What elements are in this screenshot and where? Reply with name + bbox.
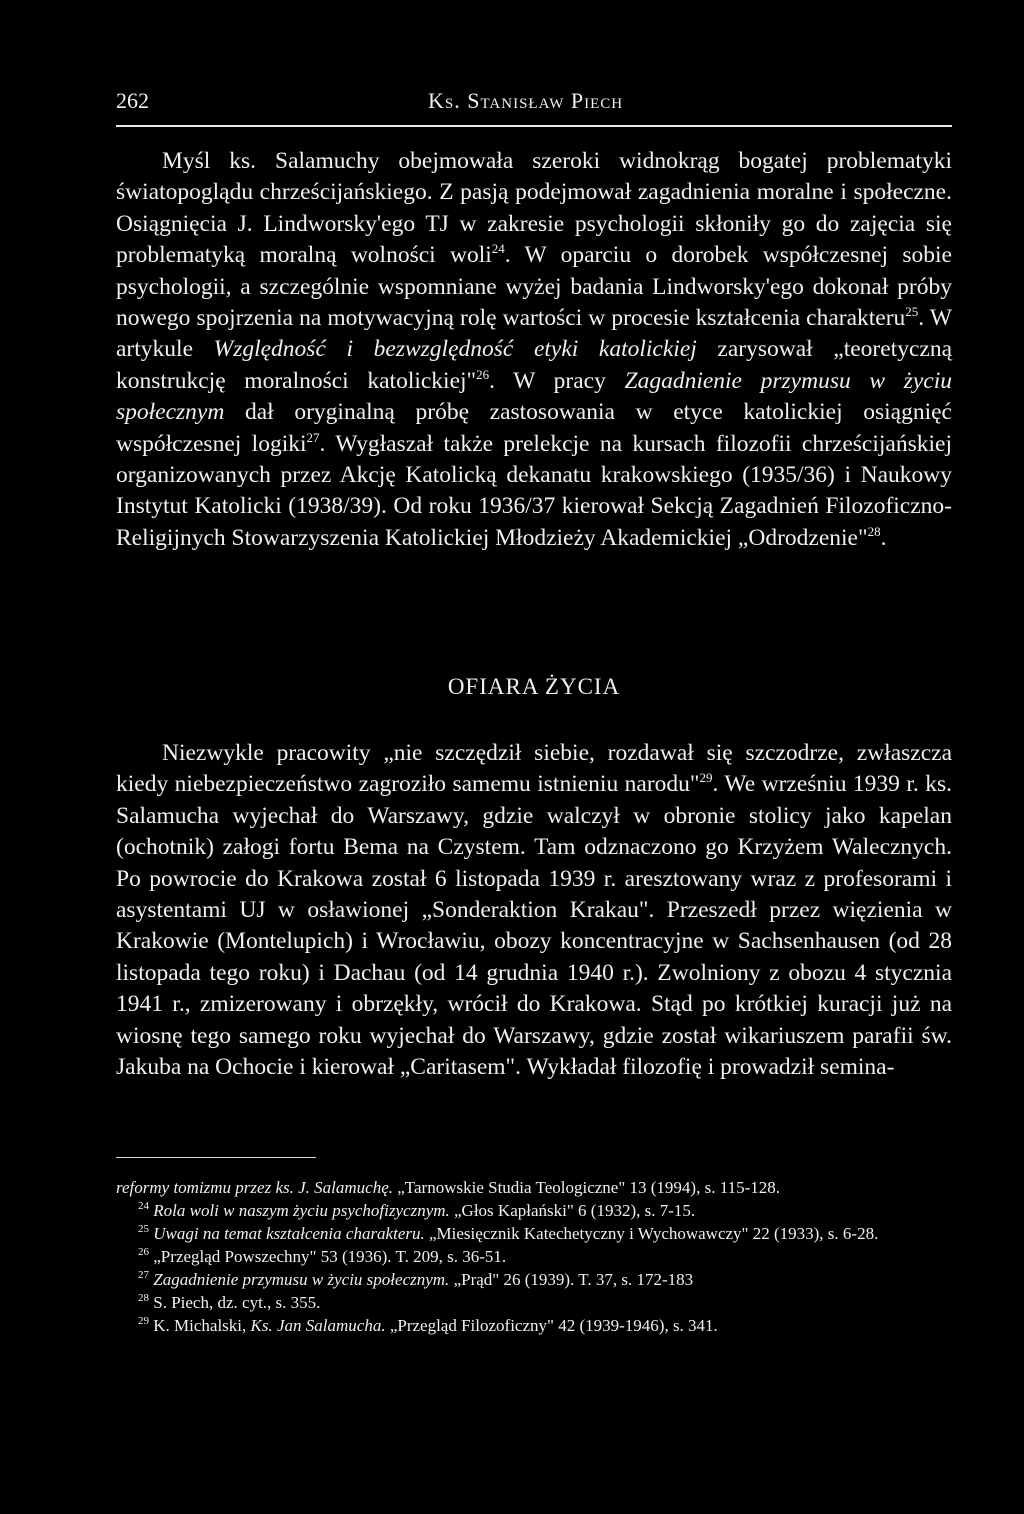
page-number: 262 xyxy=(116,88,149,113)
footnote-25 xyxy=(116,1222,952,1245)
footnote-text: „Tarnowskie Studia Teologiczne" 13 (1994), s. 115-128. xyxy=(393,1178,780,1197)
footnote-ref-28[interactable]: 28 xyxy=(867,523,881,539)
footnote-title: Uwagi na temat kształcenia charakteru. xyxy=(153,1224,425,1243)
footnote-continuation xyxy=(116,1176,952,1199)
footnote-ref-26[interactable]: 26 xyxy=(476,366,490,382)
footnote-28 xyxy=(116,1291,952,1314)
text-run: . W pracy xyxy=(489,367,625,394)
paragraph-sacrifice xyxy=(116,738,952,1083)
footnote-29 xyxy=(116,1314,952,1337)
text-run: dał oryginalną próbę zastosowania w etyce katolickiej osiągnięć współczesnej logiki xyxy=(116,399,952,457)
footnote-text: „Przegląd Filozoficzny" 42 (1939-1946), s. 341. xyxy=(385,1316,718,1335)
footnote-title: Rola woli w naszym życiu psychofizycznym. xyxy=(153,1201,450,1220)
work-title: Zagadnienie przymusu w życiu społecznym xyxy=(116,367,952,426)
footnote-number: 29 xyxy=(138,1315,149,1327)
footnote-number: 28 xyxy=(138,1292,149,1304)
text-run: zarysował „teoretyczną konstrukcję moralności katolickiej" xyxy=(116,336,952,394)
footnote-text: „Przegląd Powszechny" 53 (1936). T. 209, s. 36-51. xyxy=(153,1247,507,1266)
footnote-27 xyxy=(116,1268,952,1291)
footnote-text: „Miesięcznik Katechetyczny i Wychowawczy" 22 (1933), s. 6-28. xyxy=(424,1224,879,1243)
text-run: . W oparciu o dorobek współczesnej sobie psychologii, a szczególnie wspomniane wyżej badania Lindworsky'ego dokonał próby nowego spojrzenia na motywacyjną rolę wartości w procesie kształcenia charakteru xyxy=(116,242,952,332)
footnotes xyxy=(116,1176,952,1337)
footnote-text: „Prąd" 26 (1939). T. 37, s. 172-183 xyxy=(449,1270,694,1289)
footnote-number: 25 xyxy=(138,1223,149,1235)
footnote-ref-27[interactable]: 27 xyxy=(306,429,320,445)
paragraph-salamucha-thought xyxy=(116,146,952,554)
footnote-title: reformy tomizmu przez ks. J. Salamuchę. xyxy=(116,1178,393,1197)
body-text xyxy=(116,146,952,554)
section-text xyxy=(116,738,952,1083)
text-run: . W artykule xyxy=(116,305,952,363)
footnote-rule xyxy=(116,1157,316,1158)
footnote-title: Zagadnienie przymusu w życiu społecznym. xyxy=(153,1270,450,1289)
text-run: . Wygłaszał także prelekcje na kursach filozofii chrześcijańskiej organizowanych przez Akcję Katolicką dekanatu krakowskiego (1935/36) i Naukowy Instytut Katolicki (1938/39). Od roku 1936/37 kierował Sekcją Zagadnień Filozoficzno-Religijnych Stowarzyszenia Katolickiej Młodzieży Akademickiej „Odrodzenie" xyxy=(116,430,952,551)
footnote-24 xyxy=(116,1199,952,1222)
footnote-26 xyxy=(116,1245,952,1268)
footnote-number: 27 xyxy=(138,1269,149,1281)
text-run: . xyxy=(880,524,887,551)
footnote-title: Ks. Jan Salamucha. xyxy=(250,1316,386,1335)
footnote-number: 24 xyxy=(138,1200,149,1212)
footnote-text: S. Piech, dz. cyt., s. 355. xyxy=(153,1293,321,1312)
text-run: . We wrześniu 1939 r. ks. Salamucha wyjechał do Warszawy, gdzie walczył w obronie stolicy jako kapelan (ochotnik) załogi fortu Bema na Czystem. Tam odznaczono go Krzyżem Walecznych. Po powrocie do Krakowa został 6 listopada 1939 r. aresztowany wraz z profesorami i asystentami UJ w osławionej „Sonderaktion Krakau". Przeszedł przez więzienia w Krakowie (Montelupich) i Wrocławiu, obozy koncentracyjne w Sachsenhausen (od 28 listopada tego roku) i Dachau (od 14 grudnia 1940 r.). Zwolniony z obozu 4 stycznia 1941 r., zmizerowany i obrzękły, wrócił do Krakowa. Stąd po krótkiej kuracji już na wiosnę tego samego roku wyjechał do Warszawy, gdzie został wikariuszem parafii św. Jakuba na Ochocie i kierował „Caritasem". Wykładał filozofię i prowadził semina- xyxy=(116,771,952,1081)
text-run: Myśl ks. Salamuchy obejmowała szeroki widnokrąg bogatej problematyki światopoglądu chrześcijańskiego. Z pasją podejmował zagadnienia moralne i społeczne. Osiągnięcia J. Lindworsky'ego TJ w zakresie psychologii skłoniły go do zajęcia się problematyką moralną wolności woli xyxy=(116,148,952,269)
page-header xyxy=(116,88,952,124)
text-run: Niezwykle pracowity „nie szczędził siebie, rozdawał się szczodrze, zwłaszcza kiedy niebezpieczeństwo zagroziło samemu istnieniu narodu" xyxy=(116,740,952,798)
footnote-number: 26 xyxy=(138,1246,149,1258)
header-rule xyxy=(116,125,952,127)
running-head: Ks. Stanisław Piech xyxy=(428,88,624,113)
article-title: Względność i bezwzględność etyki katolickiej xyxy=(213,336,697,363)
footnote-text: K. Michalski, xyxy=(153,1316,251,1335)
section-heading: OFIARA ŻYCIA xyxy=(447,674,621,699)
footnote-text: „Głos Kapłański" 6 (1932), s. 7-15. xyxy=(449,1201,696,1220)
footnote-ref-29[interactable]: 29 xyxy=(699,770,713,786)
footnote-ref-24[interactable]: 24 xyxy=(491,241,505,257)
footnote-ref-25[interactable]: 25 xyxy=(905,304,919,320)
